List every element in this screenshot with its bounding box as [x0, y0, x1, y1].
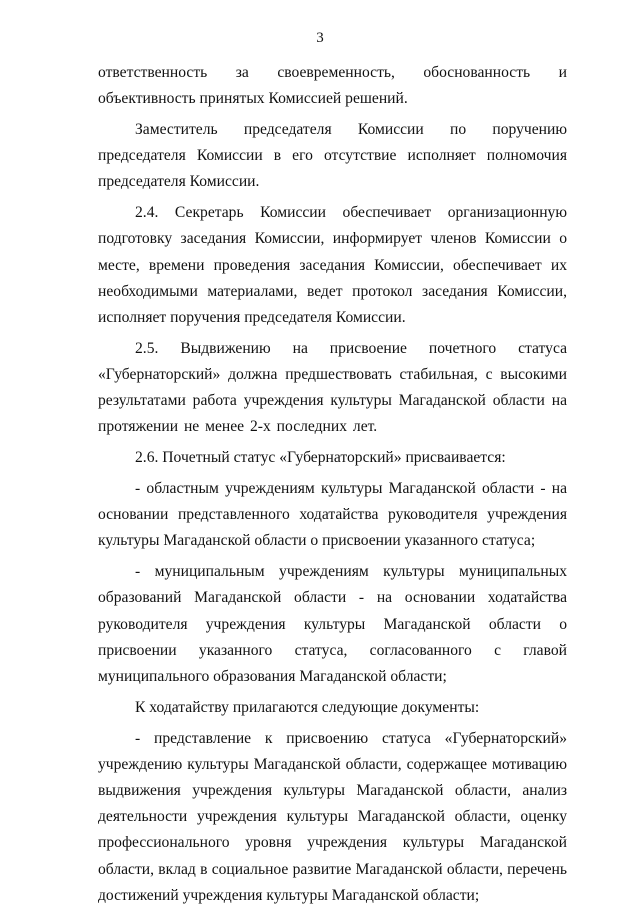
paragraph-2-5-nomination: 2.5. Выдвижению на присвоение почетного статуса «Губернаторский» должна предшествовать стабильная, с высокими результатами работа учреждения культуры Магаданской области на протяжении не менее 2-х последних лет.	[98, 339, 567, 436]
paragraph-continuation: ответственность за своевременность, обоснованность и объективность принятых Комиссией решений.	[98, 64, 567, 108]
paragraph-2-6-status: 2.6. Почетный статус «Губернаторский» присваивается:	[135, 449, 506, 467]
document-body	[98, 60, 567, 914]
list-item-municipal-institutions: - муниципальным учреждениям культуры муниципальных образований Магаданской области - на основании ходатайства руководителя учреждения культуры Магаданской области о присвоении указанного статуса, согласованного с главой муниципального образования Магаданской области;	[98, 563, 567, 686]
paragraph-deputy-chair: Заместитель председателя Комиссии по поручению председателя Комиссии в его отсутствие исполняет полномочия председателя Комиссии.	[98, 121, 567, 191]
list-item-regional-institutions: - областным учреждениям культуры Магаданской области - на основании представленного ходатайства руководителя учреждения культуры Магаданской области о присвоении указанного статуса;	[98, 480, 567, 550]
page-number: 3	[316, 30, 324, 46]
paragraph-attached-documents: К ходатайству прилагаются следующие документы:	[135, 698, 480, 716]
paragraph-2-4-secretary: 2.4. Секретарь Комиссии обеспечивает организационную подготовку заседания Комиссии, информирует членов Комиссии о месте, времени проведения заседания Комиссии, обеспечивает их необходимыми материалами, ведет протокол заседания Комиссии, исполняет поручения председателя Комиссии.	[98, 204, 567, 327]
list-item-representation: - представление к присвоению статуса «Губернаторский» учреждению культуры Магаданской области, содержащее мотивацию выдвижения учреждения культуры Магаданской области, анализ деятельности учреждения культуры Магаданской области, оценку профессионального уровня учреждения культуры Магаданской области, вклад в социальное развитие Магаданской области, перечень достижений учреждения культуры Магаданской области;	[98, 729, 567, 904]
